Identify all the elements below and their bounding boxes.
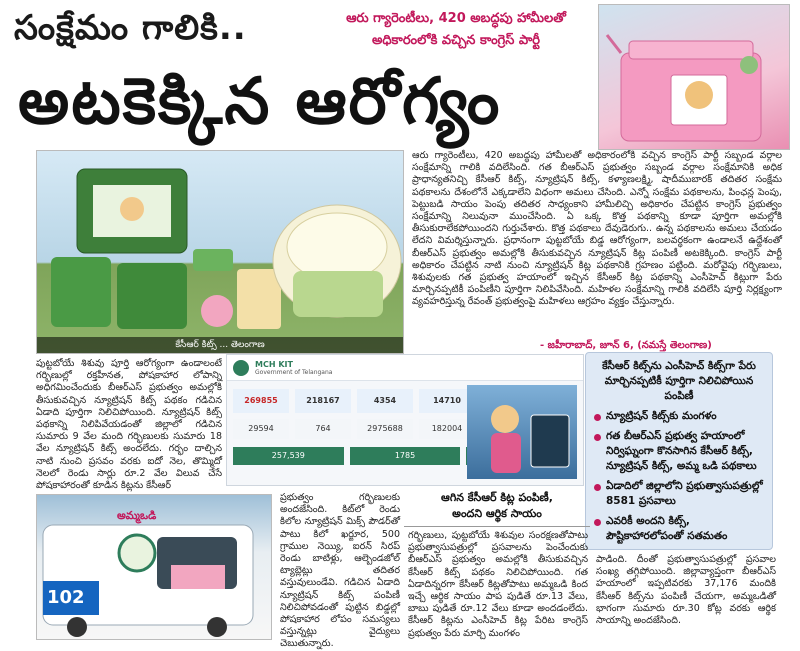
app-stat: 2975688 — [357, 419, 413, 439]
app-banner-image — [467, 385, 577, 479]
highlight-item: కేసీఆర్ కిట్స్‌ను ఎంసీహెచ్ కిట్స్‌గా పేరు మార్చినప్పటికీ పూర్తిగా నిలిచిపోయిన పంపిణీ — [602, 360, 756, 402]
ambulance-label: అమ్మఒడి — [117, 509, 157, 522]
highlight-item: గత బీఆర్ఎస్ ప్రభుత్వ హయాంలో నిర్విఘ్నంగా కొనసాగిన కేసీఆర్ కిట్స్, న్యూట్రిషన్ కిట్స్, అమ్మ ఒడి పథకాలు — [594, 429, 764, 474]
highlight-item: ఎవరికీ అందని కిట్స్, పౌష్టికాహారలోపంతో సతమతం — [594, 514, 764, 544]
article-byline: - జహీరాబాద్, జూన్ 6, (నమస్తే తెలంగాణ) — [540, 340, 712, 351]
app-stat: 218167 — [295, 389, 351, 413]
headline-deck — [322, 8, 590, 52]
article-column-middle-2: గర్భిణులు, పుట్టబోయే శిశువుల సంరక్షణతోపాటు ప్రభుత్వాసుపత్రుల్లో ప్రసవాలను పెంచేందుకు బీఆర్ఎస్ ప్రభుత్వం అమల్లోకి తీసుకువచ్చిన కేసీఆర్ కిట్స్ పథకం నిలిచిపోయింది. గత ఏడాదిన్నరగా కేసీఆర్ కిట్లతోపాటు అమ్మఒడి కింద ఇచ్చే ఆర్థిక సాయం పాప పుడితే రూ.13 వేలు, బాబు పుడితే రూ.12 వేలు కూడా అందడంలేదు. కేసీఆర్ కిట్లను ఎంసీహెచ్ కిట్ల పేరిట కాంగ్రెస్ ప్రభుత్వం పేరు మార్చి మంగళం — [408, 530, 588, 639]
app-stat: 764 — [295, 419, 351, 439]
deck-line-1: ఆరు గ్యారెంటీలు, 420 అబద్ధపు హామీలతో — [346, 11, 566, 26]
headline-main: అటకెక్కిన ఆరోగ్యం — [18, 65, 502, 139]
highlight-item: ఏడాదిలో జిల్లాలోని ప్రభుత్వాసుపత్రుల్లో 8581 ప్రసవాలు — [594, 479, 764, 509]
app-subtitle: Government of Telangana — [255, 368, 333, 376]
app-stat: 269855 — [233, 389, 289, 413]
subhead-divider — [404, 526, 590, 527]
highlights-box — [585, 352, 773, 550]
ammavodi-ambulance-photo — [36, 494, 272, 640]
mother-child-illustration — [467, 385, 577, 479]
article-column-right-top: ఆరు గ్యారెంటీలు, 420 అబద్ధపు హామీలతో అధికారంలోకి వచ్చిన కాంగ్రెస్ పార్టీ సబ్బండ వర్గాల సంక్షేమాన్ని గాలికి వదిలేసింది. గత బీఆర్ఎస్ ప్రభుత్వం సబ్బండ వర్గాల సంక్షేమానికి అధిక ప్రాధాన్యతనిచ్చి కేసీఆర్ కిట్స్, న్యూట్రిషన్ కిట్స్, కళ్యాణలక్ష్మి, షాదీముబారక్ తదితర సంక్షేమ పథకాలను దేశంలోనే ఎక్కడాలేని విధంగా అమలు చేసింది. ఎన్నో సంక్షేమ పథకాలను, పింఛన్ల పెంపు, పెట్టుబడి సాయం పెంపు తదితర సాధ్యంకాని హామీలిచ్చి అధికారం చేపట్టిన కాంగ్రెస్ ప్రభుత్వం సంక్షేమాన్ని నిలువునా ముంచేసింది. ఏ ఒక్క కొత్త పథకాన్ని కూడా పూర్తిగా అమల్లోకి తీసుకురాలేకపోయిందని గుర్తుచేశారు. కొత్త పథకాలు దేవుడెరుగు.. ఉన్న పథకాలను అమలు చేయడం లేదని విమర్శిస్తున్నారు. ప్రధానంగా పుట్టబోయే బిడ్డ ఆరోగ్యంగా, బలవర్ధకంగా ఉండాలనే ఉద్దేశంతో బీఆర్ఎస్ ప్రభుత్వం అమల్లోకి తీసుకువచ్చిన న్యూట్రిషన్ కిట్ల పంపిణీ అటకెక్కింది. కాంగ్రెస్ పార్టీ అధికారం చేపట్టిన నాటి నుంచి న్యూట్రిషన్ కిట్ల పథకానికి గ్రహణం పట్టింది. మరోవైపు గర్భిణులు, శిశువులకు గత ప్రభుత్వ హయాంలో ఇచ్చిన కేసీఆర్ కిట్ల పథకాన్ని ఎంసీహెచ్ కిట్లుగా పేరు మార్చినప్పటికీ పంపిణీని పూర్తిగా నిలిపివేసింది. మహిళల సంక్షేమాన్ని గాలికి వదిలేసి పూర్తి నిర్లక్ష్యంగా వ్యవహరిస్తున్న రేవంత్ ప్రభుత్వంపై మహిళలు ఆగ్రహం వ్యక్తం చేస్తున్నారు. — [412, 150, 782, 308]
article-subhead — [404, 490, 590, 522]
article-column-left: పుట్టబోయే శిశువు పూర్తి ఆరోగ్యంగా ఉండాలంటే గర్భిణుల్లో రక్తహీనత, పోషకాహార లోపాన్ని అధిగమించేందుకు బీఆర్ఎస్ ప్రభుత్వం అమల్లోకి తీసుకువచ్చిన న్యూట్రిషన్ కిట్స్ పథకం గడిచిన ఏడాది పూర్తిగా నిలిచిపోయింది. న్యూట్రిషన్ కిట్స్ పథకాన్ని నిలిపివేయడంతో జిల్లాలో గడిచిన సుమారు 9 వేల మంది గర్భిణులకు సుమారు 18 వేల న్యూట్రిషన్ కిట్స్ అందలేదు. గర్భం దాల్చిన నాటి నుంచి ప్రసవం వరకు ఐదో నెల, తొమ్మిదో నెలలో రెండు సార్లు రూ.2 వేల విలువ చేసే పోషకాహారంతో కూడిన కిట్లను కేసీఆర్ — [36, 358, 222, 492]
basket-illustration — [599, 5, 791, 151]
article-column-right-bottom: పాడింది. దీంతో ప్రభుత్వాసుపత్రుల్లో ప్రసవాల సంఖ్య తగ్గిపోయింది. జిల్లావ్యాప్తంగా బీఆర్ఎస్ హయాంలో ఇప్పటివరకు 37,176 మందికి కేసీఆర్ కిట్స్‌ను పంపిణీ చేయగా, అమ్మఒడితో భాగంగా సుమారు రూ.30 కోట్ల వరకు ఆర్థిక సాయాన్ని అందజేసింది. — [596, 554, 776, 627]
app-header — [227, 355, 583, 381]
app-stat: 1785 — [350, 447, 461, 465]
mch-kit-app-screenshot — [226, 354, 584, 486]
deck-line-2: అధికారంలోకి వచ్చిన కాంగ్రెస్ పార్టీ — [371, 33, 541, 48]
app-stat: 4354 — [357, 389, 413, 413]
baby-kit-basket-photo — [598, 4, 790, 150]
app-stat: 182004 — [419, 419, 475, 439]
kit-photo-caption: కేసీఆర్ కిట్స్ ... తెలంగాణ — [37, 337, 403, 353]
app-stat: 14710 — [419, 389, 475, 413]
telangana-emblem-icon — [233, 360, 249, 376]
app-brand: MCH KIT — [255, 359, 293, 369]
kcr-kit-photo — [36, 150, 404, 354]
app-stat: 257,539 — [233, 447, 344, 465]
subhead-line-2: అందని ఆర్థిక సాయం — [452, 507, 542, 520]
kit-items-illustration — [37, 151, 405, 355]
subhead-line-1: ఆగిన కేసీఆర్ కిట్ల పంపిణీ, — [441, 491, 553, 504]
article-column-middle: ప్రభుత్వం గర్భిణులకు అందజేసింది. కిట్‌లో రెండు కిలోల న్యూట్రిషన్ మిక్స్ పౌడర్‌తో పాటు కిలో ఖర్జూర, 500 గ్రాముల నెయ్యి, ఐరన్ సిరప్ రెండు బాటిళ్లు, ఆల్బెండజోల్ ట్యాబ్లెట్లు తదితర వస్తువులుండేవి. గడిచిన ఏడాది న్యూట్రిషన్ కిట్స్ పంపిణీ నిలిచిపోవడంతో పుట్టిన బిడ్డల్లో పోషకాహార లోపం సమస్యలు వస్తున్నట్లు వైద్యులు చెబుతున్నారు. — [280, 492, 400, 650]
app-stat: 29594 — [233, 419, 289, 439]
headline-kicker: సంక్షేమం గాలికి.. — [14, 8, 247, 48]
highlight-item: న్యూట్రిషన్ కిట్స్‌కు మంగళం — [594, 409, 764, 424]
ambulance-number: 102 — [47, 587, 85, 608]
